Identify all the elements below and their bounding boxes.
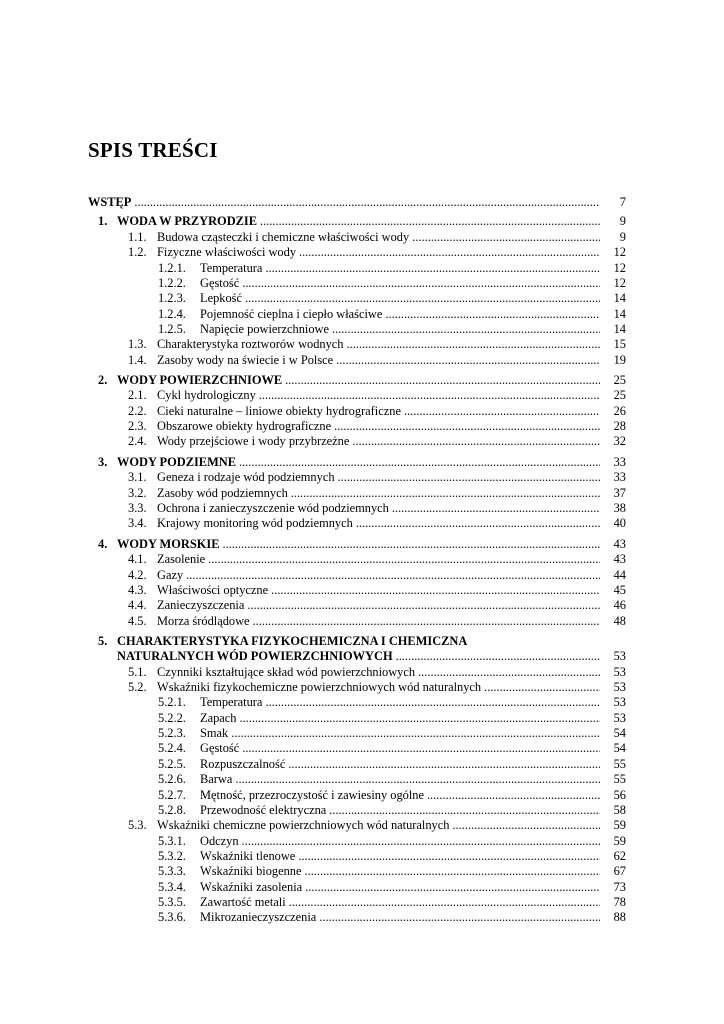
toc-entry-title: Zapach: [200, 711, 237, 725]
toc-entry-number: 1.2.1.: [158, 261, 186, 275]
toc-entry-number: 1.3.: [128, 337, 147, 351]
dot-leader: [288, 757, 600, 772]
toc-entry: [0, 537, 724, 552]
toc-entry-page: 73: [613, 880, 626, 894]
toc-entry-title: WODA W PRZYRODZIE: [117, 214, 257, 228]
toc-entry-page: 59: [613, 818, 626, 832]
toc-entry-title: Cykl hydrologiczny: [157, 388, 256, 402]
toc-entry-page: 59: [613, 834, 626, 848]
dot-leader: [396, 649, 600, 664]
dot-leader: [412, 230, 600, 245]
dot-leader: [253, 614, 600, 629]
toc-entry-number: 2.4.: [128, 434, 147, 448]
toc-entry: [0, 757, 724, 772]
toc-entry-page: 14: [613, 307, 626, 321]
toc-entry-number: 4.5.: [128, 614, 147, 628]
dot-leader: [259, 388, 600, 403]
toc-entry: [0, 614, 724, 629]
toc-entry: [0, 261, 724, 276]
toc-entry-number: 5.2.4.: [158, 741, 186, 755]
dot-leader: [242, 741, 600, 756]
toc-entry-title: Rozpuszczalność: [200, 757, 286, 771]
toc-entry: [0, 276, 724, 291]
toc-entry-page: 55: [613, 757, 626, 771]
toc-entry-title: Wskaźniki chemiczne powierzchniowych wód naturalnych: [157, 818, 450, 832]
toc-entry: [0, 680, 724, 695]
dot-leader: [332, 322, 600, 337]
dot-leader: [484, 680, 600, 695]
toc-entry-title: WSTĘP: [88, 195, 132, 209]
toc-entry: [0, 552, 724, 567]
toc-entry-title: CHARAKTERYSTYKA FIZYKOCHEMICZNA I CHEMICZNA: [117, 634, 468, 648]
toc-entry-title: Czynniki kształtujące skład wód powierzchniowych: [157, 665, 416, 679]
toc-entry-page: 53: [613, 665, 626, 679]
toc-entry-page: 25: [613, 388, 626, 402]
toc-entry-number: 1.1.: [128, 230, 147, 244]
toc-entry: [0, 665, 724, 680]
toc-entry-title: Zasoby wód podziemnych: [157, 486, 288, 500]
toc-entry-title: Wskaźniki biogenne: [200, 864, 302, 878]
toc-entry-title: Mikrozanieczyszczenia: [200, 910, 317, 924]
toc-entry-page: 53: [613, 680, 626, 694]
toc-entry-number: 4.4.: [128, 598, 147, 612]
toc-entry-number: 3.1.: [128, 470, 147, 484]
toc-entry-title: Zawartość metali: [200, 895, 286, 909]
toc-entry-page: 46: [613, 598, 626, 612]
toc-entry-number: 5.1.: [128, 665, 147, 679]
toc-entry: [0, 849, 724, 864]
toc-entry: [0, 772, 724, 787]
toc-entry-page: 78: [613, 895, 626, 909]
toc-entry-page: 9: [619, 214, 626, 228]
toc-entry-number: 5.2.3.: [158, 726, 186, 740]
toc-entry-page: 56: [613, 788, 626, 802]
toc-entry-title: Wskaźniki tlenowe: [200, 849, 296, 863]
toc-entry-title: Właściwości optyczne: [157, 583, 269, 597]
toc-entry-title: Lepkość: [200, 291, 242, 305]
toc-entry-title: WODY PODZIEMNE: [117, 455, 236, 469]
toc-entry-title: Charakterystyka roztworów wodnych: [157, 337, 344, 351]
toc-entry: [0, 337, 724, 352]
toc-entry-number: 5.2.7.: [158, 788, 186, 802]
toc-entry-page: 62: [613, 849, 626, 863]
toc-entry-number: 5.2.8.: [158, 803, 186, 817]
toc-entry: [0, 214, 724, 229]
toc-entry-number: 1.2.2.: [158, 276, 186, 290]
toc-entry-title: Temperatura: [200, 261, 263, 275]
toc-entry-title: Zanieczyszczenia: [157, 598, 245, 612]
toc-entry-page: 53: [613, 711, 626, 725]
toc-entry-page: 19: [613, 353, 626, 367]
toc-entry-page: 14: [613, 291, 626, 305]
page-title: SPIS TREŚCI: [88, 138, 218, 162]
toc-entry-number: 1.2.4.: [158, 307, 186, 321]
toc-entry-page: 25: [613, 373, 626, 387]
toc-entry-number: 4.1.: [128, 552, 147, 566]
toc-entry-number: 1.2.: [128, 245, 147, 259]
toc-entry: [0, 568, 724, 583]
toc-entry: [0, 486, 724, 501]
dot-leader: [291, 486, 600, 501]
toc-entry-title: Wskaźniki fizykochemiczne powierzchniowych wód naturalnych: [157, 680, 482, 694]
toc-entry-page: 26: [613, 404, 626, 418]
toc-entry: [0, 230, 724, 245]
dot-leader: [208, 552, 600, 567]
toc-entry: [0, 307, 724, 322]
toc-entry-page: 58: [613, 803, 626, 817]
toc-entry-page: 33: [613, 470, 626, 484]
toc-entry-number: 2.: [98, 373, 108, 387]
toc-entry: [0, 910, 724, 925]
toc-entry-title: Temperatura: [200, 695, 263, 709]
dot-leader: [336, 353, 600, 368]
toc-entry: [0, 634, 724, 649]
toc-entry: [0, 419, 724, 434]
toc-entry: [0, 818, 724, 833]
toc-entry-title: Krajowy monitoring wód podziemnych: [157, 516, 353, 530]
toc-entry-title: Wody przejściowe i wody przybrzeżne: [157, 434, 350, 448]
toc-entry: [0, 322, 724, 337]
toc-entry-page: 53: [613, 695, 626, 709]
toc-entry: [0, 455, 724, 470]
toc-entry-title: Przewodność elektryczna: [200, 803, 327, 817]
dot-leader: [305, 864, 600, 879]
toc-entry-number: 2.2.: [128, 404, 147, 418]
toc-entry-number: 2.3.: [128, 419, 147, 433]
toc-entry-page: 15: [613, 337, 626, 351]
toc-entry: [0, 404, 724, 419]
toc-entry: [0, 711, 724, 726]
dot-leader: [242, 276, 600, 291]
toc-entry-title: NATURALNYCH WÓD POWIERZCHNIOWYCH: [117, 649, 393, 663]
toc-entry: [0, 726, 724, 741]
dot-leader: [245, 291, 600, 306]
toc-entry-number: 5.3.5.: [158, 895, 186, 909]
toc-entry-number: 5.3.6.: [158, 910, 186, 924]
toc-entry-title: Napięcie powierzchniowe: [200, 322, 330, 336]
toc-entry-number: 5.2.6.: [158, 772, 186, 786]
toc-entry: [0, 470, 724, 485]
toc-entry: [0, 695, 724, 710]
toc-entry-page: 37: [613, 486, 626, 500]
toc-entry-page: 40: [613, 516, 626, 530]
toc-entry-number: 5.2.: [128, 680, 147, 694]
toc-entry-page: 54: [613, 726, 626, 740]
toc-entry: [0, 373, 724, 388]
dot-leader: [260, 214, 600, 229]
toc-entry-page: 67: [613, 864, 626, 878]
dot-leader: [299, 245, 600, 260]
toc-entry: [0, 788, 724, 803]
toc-entry-number: 4.3.: [128, 583, 147, 597]
toc-entry-title: Zasoby wody na świecie i w Polsce: [157, 353, 334, 367]
dot-leader: [404, 404, 600, 419]
toc-entry-page: 28: [613, 419, 626, 433]
toc-entry-number: 5.2.2.: [158, 711, 186, 725]
toc-entry-number: 3.: [98, 455, 108, 469]
dot-leader: [289, 895, 600, 910]
toc-entry-title: Odczyn: [200, 834, 239, 848]
dot-leader: [352, 434, 600, 449]
toc-entry-title: Gazy: [157, 568, 184, 582]
toc-entry: [0, 245, 724, 260]
dot-leader: [247, 598, 600, 613]
dot-leader: [265, 695, 600, 710]
dot-leader: [392, 501, 600, 516]
toc-entry-page: 33: [613, 455, 626, 469]
toc-entry-page: 12: [613, 245, 626, 259]
toc-entry: [0, 516, 724, 531]
toc-entry-number: 4.: [98, 537, 108, 551]
toc-entry-page: 7: [619, 195, 626, 209]
toc-entry-number: 5.3.4.: [158, 880, 186, 894]
toc-entry: [0, 353, 724, 368]
toc-entry-page: 55: [613, 772, 626, 786]
toc-entry-number: 5.: [98, 634, 108, 648]
dot-leader: [239, 455, 600, 470]
dot-leader: [329, 803, 600, 818]
toc-entry-number: 3.4.: [128, 516, 147, 530]
toc-entry-number: 1.: [98, 214, 108, 228]
toc-entry-page: 12: [613, 261, 626, 275]
dot-leader: [356, 516, 600, 531]
toc-entry-title: Gęstość: [200, 741, 240, 755]
toc-entry-number: 3.2.: [128, 486, 147, 500]
toc-entry-page: 48: [613, 614, 626, 628]
toc-entry-page: 44: [613, 568, 626, 582]
dot-leader: [242, 834, 600, 849]
toc-entry-number: 5.2.1.: [158, 695, 186, 709]
toc-entry: [0, 895, 724, 910]
toc-entry-page: 14: [613, 322, 626, 336]
toc-entry: [0, 501, 724, 516]
toc-entry-title: Obszarowe obiekty hydrograficzne: [157, 419, 332, 433]
toc-entry-page: 12: [613, 276, 626, 290]
dot-leader: [338, 470, 600, 485]
dot-leader: [235, 772, 600, 787]
toc-entry-page: 88: [613, 910, 626, 924]
toc-entry-title: Zasolenie: [157, 552, 206, 566]
toc-entry-title: Geneza i rodzaje wód podziemnych: [157, 470, 335, 484]
toc-entry-title: WODY MORSKIE: [117, 537, 220, 551]
toc-entry-number: 3.3.: [128, 501, 147, 515]
toc-entry: [0, 434, 724, 449]
toc-entry: [0, 598, 724, 613]
toc-entry-number: 1.2.3.: [158, 291, 186, 305]
toc-entry-number: 1.4.: [128, 353, 147, 367]
toc-entry-page: 32: [613, 434, 626, 448]
dot-leader: [452, 818, 600, 833]
toc-entry-title: Fizyczne właściwości wody: [157, 245, 297, 259]
toc-entry: [0, 195, 724, 210]
toc-entry-title: WODY POWIERZCHNIOWE: [117, 373, 283, 387]
dot-leader: [305, 880, 600, 895]
toc-entry: [0, 649, 724, 664]
dot-leader: [385, 307, 600, 322]
toc-entry-title: Pojemność cieplna i ciepło właściwe: [200, 307, 383, 321]
toc-entry-page: 9: [619, 230, 626, 244]
toc-entry-number: 1.2.5.: [158, 322, 186, 336]
toc-entry-number: 5.3.2.: [158, 849, 186, 863]
dot-leader: [285, 373, 600, 388]
dot-leader: [319, 910, 600, 925]
toc-entry-number: 5.2.5.: [158, 757, 186, 771]
toc-entry: [0, 864, 724, 879]
toc-entry-title: Wskaźniki zasolenia: [200, 880, 303, 894]
toc-entry-page: 53: [613, 649, 626, 663]
toc-entry: [0, 880, 724, 895]
dot-leader: [347, 337, 601, 352]
toc-entry-title: Cieki naturalne – liniowe obiekty hydrograficzne: [157, 404, 401, 418]
toc-entry-title: Ochrona i zanieczyszczenie wód podziemnych: [157, 501, 389, 515]
dot-leader: [231, 726, 600, 741]
toc-entry: [0, 834, 724, 849]
toc-entry-title: Barwa: [200, 772, 233, 786]
toc-entry-title: Mętność, przezroczystość i zawiesiny ogólne: [200, 788, 424, 802]
toc-entry: [0, 741, 724, 756]
toc-entry-title: Smak: [200, 726, 229, 740]
dot-leader: [186, 568, 600, 583]
toc-entry-page: 45: [613, 583, 626, 597]
toc-entry: [0, 583, 724, 598]
toc-entry-title: Morza śródlądowe: [157, 614, 250, 628]
toc-entry-page: 43: [613, 537, 626, 551]
dot-leader: [418, 665, 600, 680]
toc-entry-page: 38: [613, 501, 626, 515]
dot-leader: [265, 261, 600, 276]
toc-entry-number: 5.3.: [128, 818, 147, 832]
toc-entry: [0, 803, 724, 818]
toc-entry-page: 43: [613, 552, 626, 566]
dot-leader: [239, 711, 600, 726]
toc-entry-title: Gęstość: [200, 276, 240, 290]
toc-entry-number: 4.2.: [128, 568, 147, 582]
toc-entry: [0, 291, 724, 306]
toc-entry: [0, 388, 724, 403]
dot-leader: [334, 419, 600, 434]
dot-leader: [271, 583, 600, 598]
dot-leader: [427, 788, 600, 803]
dot-leader: [222, 537, 600, 552]
dot-leader: [134, 195, 600, 210]
dot-leader: [298, 849, 600, 864]
toc-entry-page: 54: [613, 741, 626, 755]
toc-entry-number: 2.1.: [128, 388, 147, 402]
toc-entry-number: 5.3.3.: [158, 864, 186, 878]
toc-entry-number: 5.3.1.: [158, 834, 186, 848]
toc-entry-title: Budowa cząsteczki i chemiczne właściwości wody: [157, 230, 410, 244]
